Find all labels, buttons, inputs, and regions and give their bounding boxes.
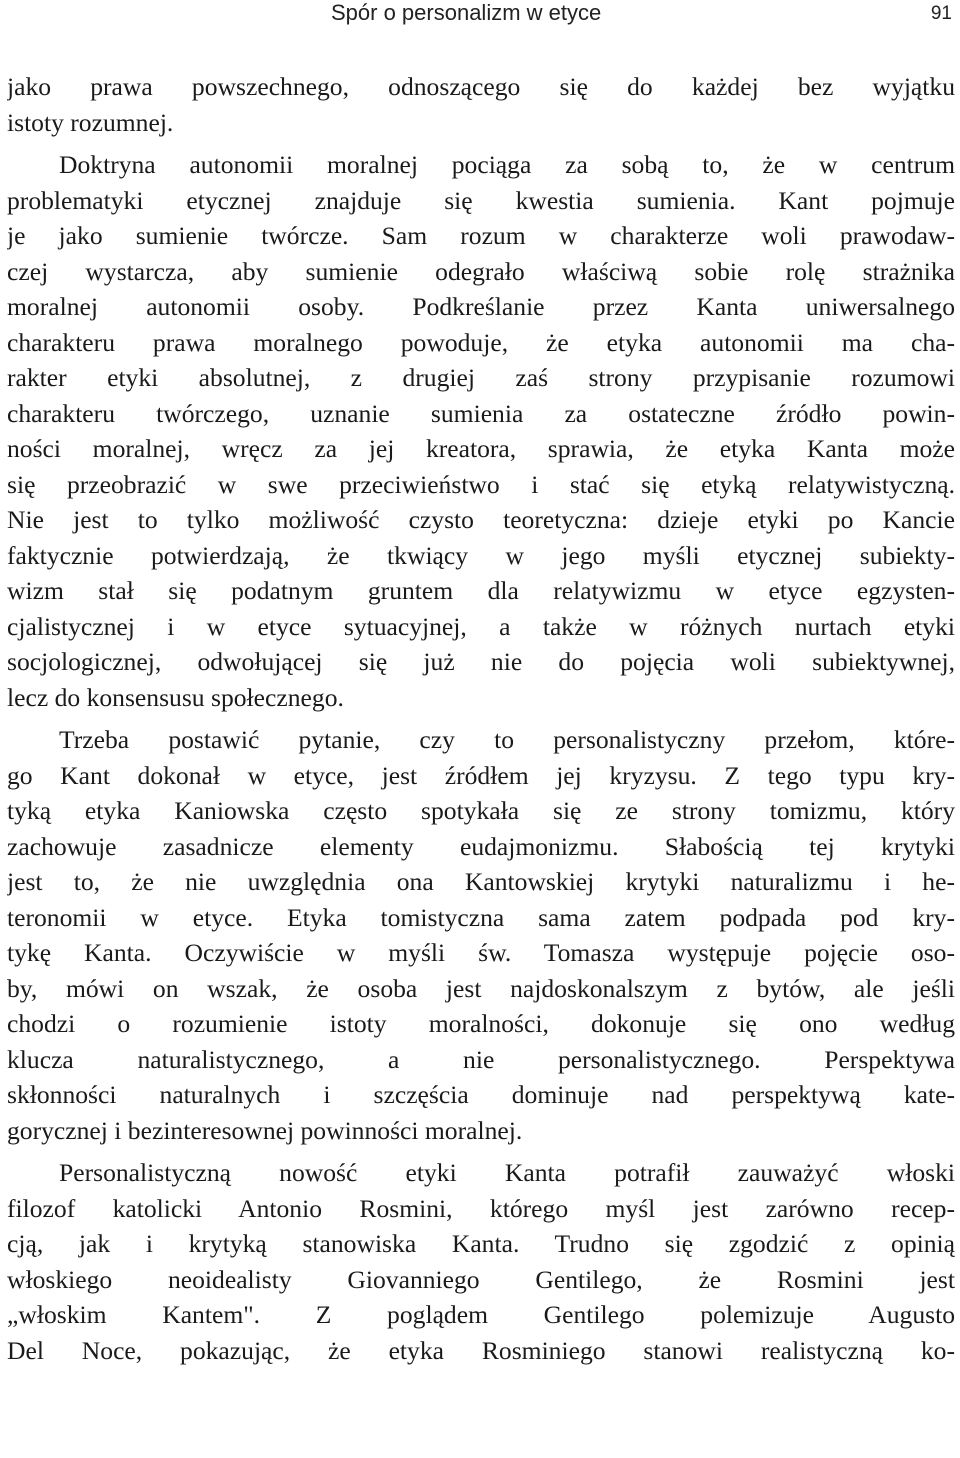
paragraph	[7, 69, 955, 140]
text-line: moralnej autonomii osoby. Podkreślanie przez Kanta uniwersalnego	[7, 292, 955, 321]
text-line: charakteru prawa moralnego powoduje, że etyka autonomii ma cha-	[7, 327, 955, 357]
text-line: Trzeba postawić pytanie, czy to personalistyczny przełom, które-	[59, 725, 955, 754]
text-line: go Kant dokonał w etyce, jest źródłem jej kryzysu. Z tego typu kry-	[7, 760, 955, 790]
text-line: Doktryna autonomii moralnej pociąga za sobą to, że w centrum	[59, 150, 955, 179]
text-line: klucza naturalistycznego, a nie personalistycznego. Perspektywa	[7, 1044, 955, 1074]
paragraph	[7, 1155, 955, 1368]
text-line: się przeobrazić w swe przeciwieństwo i stać się etyką relatywistyczną.	[7, 469, 955, 499]
paragraph	[7, 147, 955, 715]
text-line: wizm stał się podatnym gruntem dla relatywizmu w etyce egzysten-	[7, 576, 955, 605]
text-line: cjalistycznej i w etyce sytuacyjnej, a także w różnych nurtach etyki	[7, 611, 955, 641]
text-line: charakteru twórczego, uznanie sumienia za ostateczne źródło powin-	[7, 398, 955, 428]
text-line: problematyki etycznej znajduje się kwestia sumienia. Kant pojmuje	[7, 185, 955, 215]
page-number: 91	[930, 3, 952, 24]
text-line: rakter etyki absolutnej, z drugiej zaś strony przypisanie rozumowi	[7, 363, 955, 392]
text-line: gorycznej i bezinteresownej powinności moralnej.	[7, 1115, 523, 1145]
text-line: jako prawa powszechnego, odnoszącego się do każdej bez wyjątku	[7, 72, 955, 101]
text-line: lecz do konsensusu społecznego.	[7, 682, 344, 712]
text-line: istoty rozumnej.	[7, 107, 174, 137]
text-line: tykę Kanta. Oczywiście w myśli św. Tomasza występuje pojęcie oso-	[7, 938, 955, 967]
text-line: zachowuje zasadnicze elementy eudajmonizmu. Słabością tej krytyki	[7, 831, 955, 861]
text-line: cją, jak i krytyką stanowiska Kanta. Trudno się zgodzić z opinią	[7, 1229, 955, 1258]
text-line: skłonności naturalnych i szczęścia dominuje nad perspektywą kate-	[7, 1080, 955, 1109]
text-line: filozof katolicki Antonio Rosmini, którego myśl jest zarówno recep-	[7, 1193, 955, 1223]
text-line: włoskiego neoidealisty Giovanniego Gentilego, że Rosmini jest	[7, 1264, 955, 1294]
text-line: faktycznie potwierdzają, że tkwiący w jego myśli etycznej subiekty-	[7, 540, 955, 570]
body-text	[7, 69, 955, 1368]
running-header	[0, 0, 960, 30]
text-line: ności moralnej, wręcz za jej kreatora, sprawia, że etyka Kanta może	[7, 434, 955, 463]
text-line: Del Noce, pokazując, że etyka Rosminiego stanowi realistyczną ko-	[7, 1335, 955, 1365]
text-line: czej wystarcza, aby sumienie odegrało właściwą sobie rolę strażnika	[7, 256, 955, 286]
text-line: teronomii w etyce. Etyka tomistyczna sama zatem podpada pod kry-	[7, 902, 955, 932]
header-title: Spór o personalizm w etyce	[331, 0, 602, 25]
text-line: chodzi o rozumienie istoty moralności, dokonuje się ono według	[7, 1009, 955, 1038]
paragraph	[7, 722, 955, 1148]
text-line: jest to, że nie uwzględnia ona Kantowskiej krytyki naturalizmu i he-	[7, 867, 955, 896]
text-line: je jako sumienie twórcze. Sam rozum w charakterze woli prawodaw-	[7, 221, 955, 250]
text-line: socjologicznej, odwołującej się już nie do pojęcia woli subiektywnej,	[7, 647, 955, 676]
text-line: Personalistyczną nowość etyki Kanta potrafił zauważyć włoski	[59, 1158, 955, 1187]
text-line: by, mówi on wszak, że osoba jest najdoskonalszym z bytów, ale jeśli	[7, 973, 955, 1003]
text-line: „włoskim Kantem". Z poglądem Gentilego polemizuje Augusto	[7, 1300, 955, 1329]
text-line: Nie jest to tylko możliwość czysto teoretyczna: dzieje etyki po Kancie	[7, 505, 955, 534]
text-line: tyką etyka Kaniowska często spotykała się ze strony tomizmu, który	[7, 796, 955, 825]
